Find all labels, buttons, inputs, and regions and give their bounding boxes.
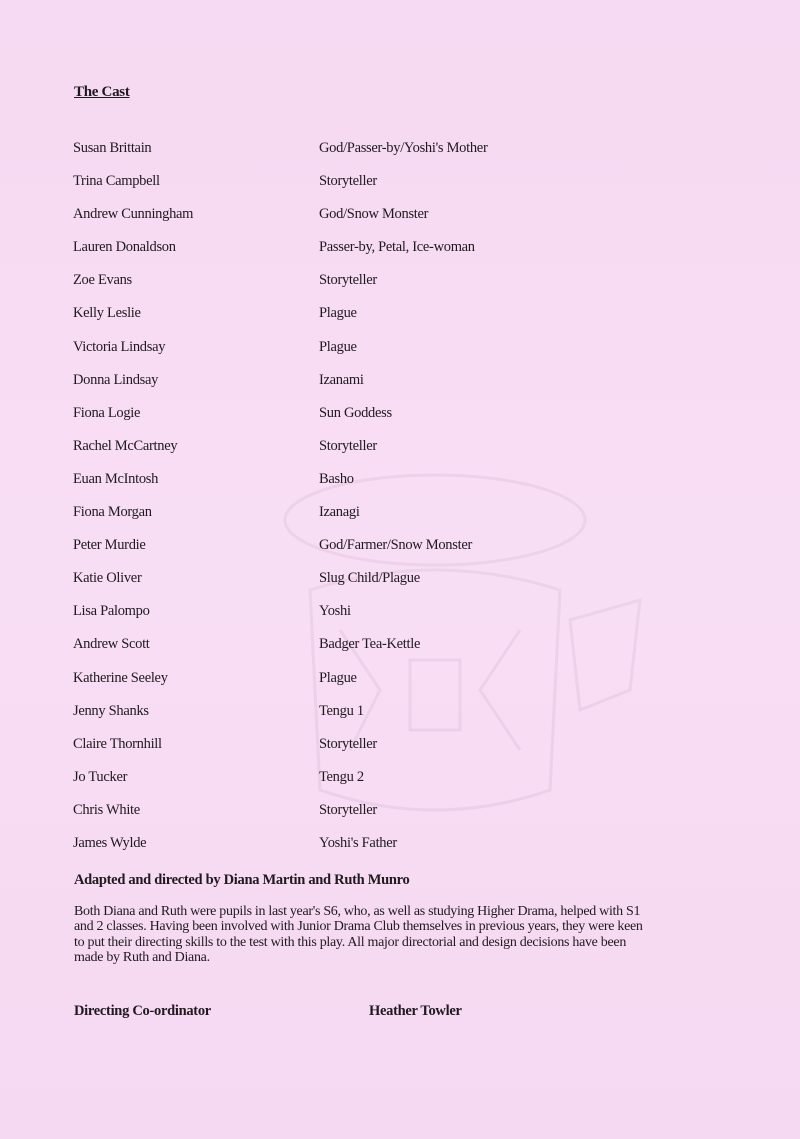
role-name: God/Snow Monster [319,206,429,223]
role-name: Yoshi's Father [319,834,397,851]
cast-row [73,370,593,403]
actor-name: Andrew Scott [73,636,150,653]
cast-row [73,734,593,767]
actor-name: James Wylde [73,834,147,851]
role-name: Slug Child/Plague [319,570,420,587]
role-name: Plague [319,338,357,355]
actor-name: Katherine Seeley [73,669,168,686]
actor-name: Lisa Palompo [73,603,150,620]
cast-heading: The Cast [74,84,130,101]
role-name: Storyteller [319,437,377,454]
role-name: God/Farmer/Snow Monster [319,537,472,554]
actor-name: Chris White [73,801,140,818]
actor-name: Euan McIntosh [73,470,159,487]
role-name: Storyteller [319,272,377,289]
coordinator-name: Heather Towler [369,1003,462,1019]
actor-name: Lauren Donaldson [73,239,176,256]
actor-name: Claire Thornhill [73,735,162,752]
actor-name: Donna Lindsay [73,371,159,388]
role-name: Passer-by, Petal, Ice-woman [319,239,475,256]
role-name: Tengu 1 [319,702,364,719]
role-name: Storyteller [319,735,377,752]
actor-name: Jo Tucker [73,768,128,785]
role-name: Storyteller [319,801,377,818]
cast-row [73,237,593,270]
cast-row [73,337,593,370]
role-name: Izanami [319,371,364,388]
cast-row [73,833,593,866]
cast-row [73,701,593,734]
role-name: Sun Goddess [319,404,392,421]
cast-row [73,601,593,634]
director-credit: Adapted and directed by Diana Martin and Ruth Munro [74,872,410,888]
actor-name: Fiona Morgan [73,504,152,521]
cast-row [73,204,593,237]
directors-bio: Both Diana and Ruth were pupils in last year's S6, who, as well as studying Higher Drama, helped with S1 and 2 classes. Having been involved with Junior Drama Club themselves in previous years, they were keen to put their directing skills to the test with this play. All major directorial and design decisions have been made by Ruth and Diana. [74,904,643,966]
actor-name: Fiona Logie [73,404,141,421]
coordinator-label: Directing Co-ordinator [74,1003,211,1019]
cast-list [73,138,593,866]
role-name: Tengu 2 [319,768,364,785]
cast-row [73,303,593,336]
actor-name: Zoe Evans [73,272,132,289]
role-name: Storyteller [319,173,377,190]
actor-name: Kelly Leslie [73,305,141,322]
role-name: Plague [319,305,357,322]
cast-row [73,800,593,833]
cast-row [73,568,593,601]
cast-row [73,634,593,667]
role-name: Basho [319,470,354,487]
cast-row [73,502,593,535]
cast-row [73,270,593,303]
actor-name: Trina Campbell [73,173,160,190]
role-name: Yoshi [319,603,351,620]
actor-name: Jenny Shanks [73,702,149,719]
actor-name: Victoria Lindsay [73,338,166,355]
actor-name: Katie Oliver [73,570,142,587]
actor-name: Susan Brittain [73,140,152,156]
cast-row [73,469,593,502]
role-name: God/Passer-by/Yoshi's Mother [319,140,488,156]
cast-row [73,535,593,568]
role-name: Plague [319,669,357,686]
cast-row [73,403,593,436]
role-name: Izanagi [319,504,360,521]
actor-name: Peter Murdie [73,537,146,554]
cast-row [73,171,593,204]
role-name: Badger Tea-Kettle [319,636,421,653]
cast-row [73,138,593,171]
cast-row [73,668,593,701]
cast-row [73,767,593,800]
cast-row [73,436,593,469]
actor-name: Andrew Cunningham [73,206,194,223]
actor-name: Rachel McCartney [73,437,178,454]
